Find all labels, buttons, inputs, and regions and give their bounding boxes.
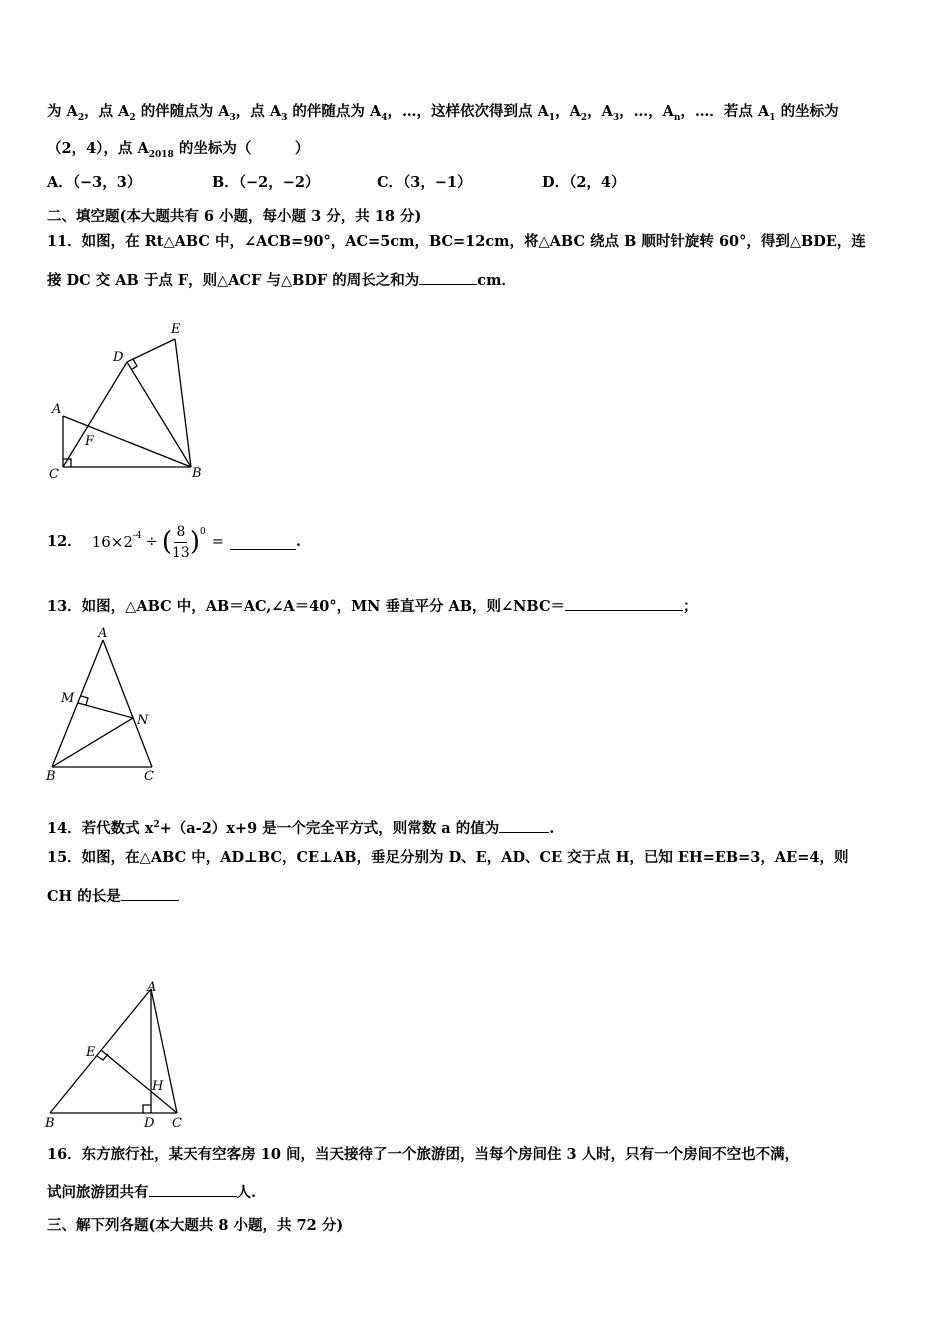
q15-figure xyxy=(40,980,190,1130)
answer-blank xyxy=(499,818,549,833)
answer-blank xyxy=(419,270,477,285)
option-d: D．（2，4） xyxy=(542,174,626,191)
q12: 12． 16×2 $^{-4}$ ÷ ( $\frac{8}{13}$ ) $^0$ = . xyxy=(47,523,301,561)
q10-line1: 为 $A_2$，点 $A_2$ 的伴随点为 $A_3$，点 $A_3$ 的伴随点为 $A_4$，…，这样依次得到点 $A_1$，$A_2$，$A_3$，…，$A_n$，…．若点 $A_1$ 的坐标为 xyxy=(47,103,839,123)
label-a: A xyxy=(98,626,108,641)
option-b: B．（−2，−2） xyxy=(212,174,320,191)
q15-line2: CH 的长是 xyxy=(47,886,179,907)
label-c: C xyxy=(49,467,59,482)
q16-line2: 试问旅游团共有 人. xyxy=(47,1184,257,1201)
q16-line1: 16．东方旅行社，某天有空客房 10 间，当天接待了一个旅游团，当每个房间住 3 人时，只有一个房间不空也不满， xyxy=(47,1146,800,1163)
answer-blank xyxy=(565,596,683,611)
label-c: C xyxy=(144,769,154,784)
label-a: A xyxy=(147,980,157,995)
q12-base: 16×2 xyxy=(91,533,133,551)
answer-blank xyxy=(149,1182,237,1197)
label-a: A xyxy=(52,402,62,417)
label-b: B xyxy=(45,1116,55,1131)
label-d: D xyxy=(144,1116,155,1131)
label-d: D xyxy=(113,350,124,365)
q13-figure xyxy=(40,625,170,785)
q12-fraction: $\frac{8}{13}$ xyxy=(171,523,190,561)
label-h: H xyxy=(152,1079,164,1094)
label-e: E xyxy=(171,322,181,337)
label-c: C xyxy=(172,1116,182,1131)
label-n: N xyxy=(137,713,149,728)
label-f: F xyxy=(85,434,95,449)
q14-line: 14．若代数式 $x^2+(a-2)x+9$ 是一个完全平方式，则常数 a 的值为 . xyxy=(47,819,555,837)
section-2-heading: 二、填空题(本大题共有 6 小题，每小题 3 分，共 18 分) xyxy=(47,208,422,225)
answer-blank xyxy=(121,886,179,901)
option-a: A．（−3，3） xyxy=(47,174,142,191)
label-b: B xyxy=(192,466,202,481)
q13-line: 13．如图，△ABC 中，AB＝AC,∠A＝40°，MN 垂直平分 AB，则∠NBC＝ ； xyxy=(47,598,698,615)
label-e: E xyxy=(86,1045,96,1060)
label-b: B xyxy=(46,769,56,784)
option-c: C．（3，−1） xyxy=(377,174,472,191)
q10-line2: （2，4），点 $A_{2018}$ 的坐标为（ ） xyxy=(47,140,310,160)
answer-blank xyxy=(230,535,296,550)
q10-options xyxy=(47,173,626,193)
section-3-heading: 三、解下列各题(本大题共 8 小题，共 72 分) xyxy=(47,1217,344,1234)
q11-figure xyxy=(40,315,220,490)
q11-line2: 接 DC 交 AB 于点 F，则△ACF 与△BDF 的周长之和为 cm． xyxy=(47,272,516,289)
q15-line1: 15．如图，在△ABC 中，AD⊥BC，CE⊥AB，垂足分别为 D、E，AD、CE 交于点 H，已知 EH=EB=3，AE=4，则 xyxy=(47,849,849,866)
q11-line1: 11．如图，在 Rt△ABC 中，∠ACB=90°，AC=5cm，BC=12cm，将△ABC 绕点 B 顺时针旋转 60°，得到△BDE，连 xyxy=(47,233,866,250)
label-m: M xyxy=(61,691,75,706)
